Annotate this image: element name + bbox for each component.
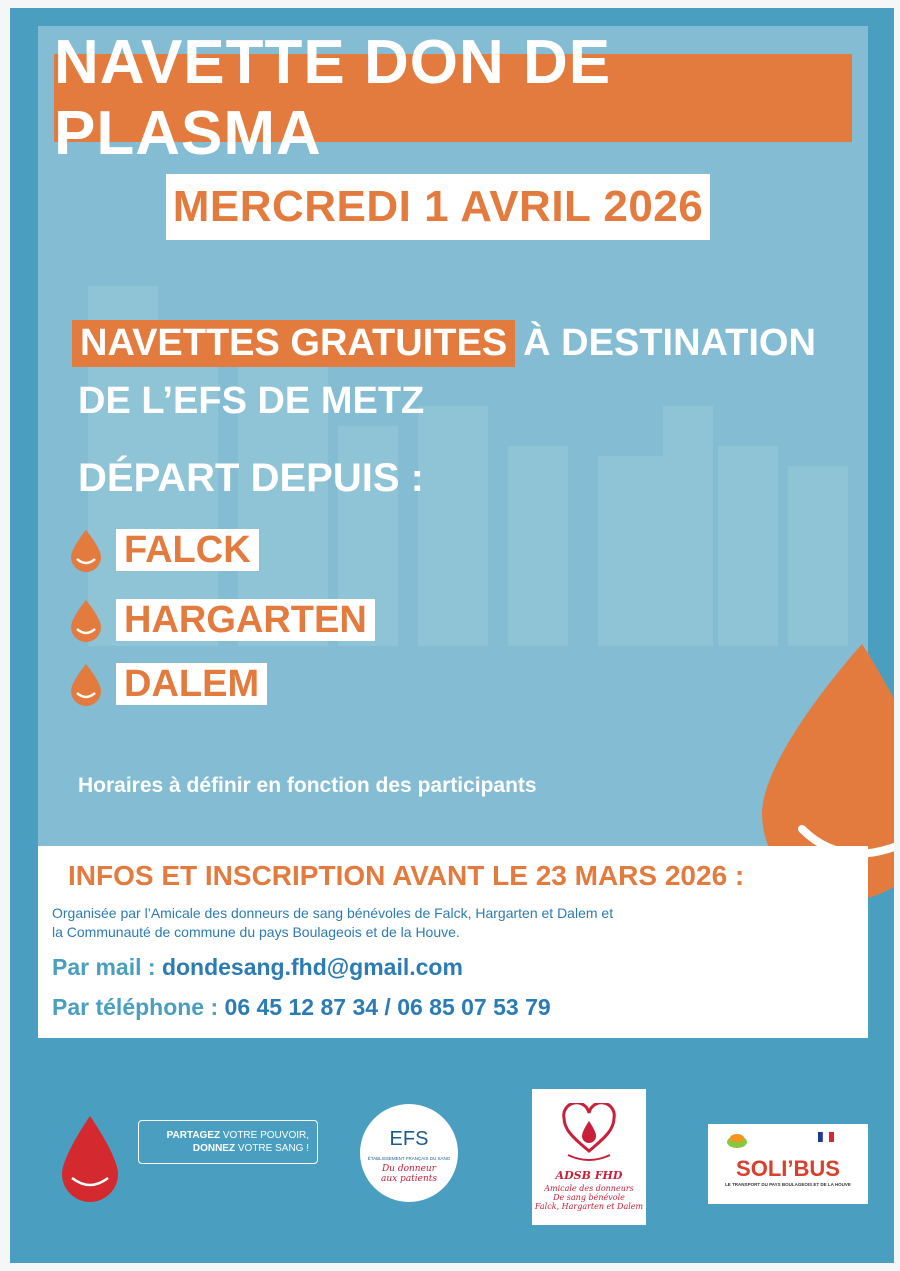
mail-address[interactable]: dondesang.fhd@gmail.com [161, 954, 463, 980]
french-republic-icon [818, 1132, 834, 1146]
slogan-line-1: PARTAGEZ VOTRE POUVOIR, [166, 1130, 309, 1141]
drop-icon [68, 598, 104, 642]
shuttle-highlight: NAVETTES GRATUITES [72, 320, 515, 367]
info-title: INFOS ET INSCRIPTION AVANT LE 23 MARS 2026 : [68, 860, 745, 891]
phone-contact [52, 994, 551, 1021]
schedule-note: Horaires à définir en fonction des participants [78, 774, 537, 797]
city-item-hargarten [68, 598, 375, 642]
adsb-fhd-logo [532, 1089, 646, 1225]
adsb-subtitle: Amicale des donneurs De sang bénévole Falck, Hargarten et Dalem [534, 1184, 644, 1211]
city-item-dalem [68, 662, 267, 706]
drop-icon [68, 528, 104, 572]
blood-drop-logo-icon [60, 1116, 120, 1202]
departure-heading: DÉPART DEPUIS : [78, 456, 424, 500]
solibus-emblem-icon [726, 1132, 748, 1148]
efs-name: EFS [389, 1128, 429, 1150]
city-label: DALEM [116, 663, 267, 705]
city-item-falck [68, 528, 259, 572]
drop-icon [68, 662, 104, 706]
event-date: MERCREDI 1 AVRIL 2026 [172, 182, 704, 231]
heart-hand-icon [562, 1103, 616, 1163]
poster-title: NAVETTE DON DE PLASMA [54, 28, 612, 168]
phone-label: Par téléphone : [52, 994, 219, 1020]
solibus-tagline: LE TRANSPORT DU PAYS BOULAGEOIS ET DE LA HOUVE [725, 1182, 851, 1187]
adsb-name: ADSB FHD [555, 1169, 623, 1182]
organiser-line-2: la Communauté de commune du pays Boulageois et de la Houve. [52, 924, 460, 940]
efs-tagline: Du donneur aux patients [380, 1164, 438, 1184]
mail-contact [52, 954, 463, 981]
phone-numbers[interactable]: 06 45 12 87 34 / 06 85 07 53 79 [224, 994, 551, 1020]
shuttle-line-2: DE L’EFS DE METZ [78, 380, 425, 422]
title-banner [54, 28, 852, 168]
organiser-line-1: Organisée par l’Amicale des donneurs de sang bénévoles de Falck, Hargarten et Dalem et [52, 905, 614, 921]
organiser-text [52, 904, 752, 942]
solibus-name: SOLI’BUS [736, 1156, 840, 1181]
date-box [166, 174, 710, 240]
efs-full-name: ÉTABLISSEMENT FRANÇAIS DU SANG [367, 1156, 451, 1161]
shuttle-destination: À DESTINATION [523, 321, 816, 364]
slogan-line-2: DONNEZ VOTRE SANG ! [192, 1143, 309, 1154]
poster [10, 8, 894, 1263]
mail-label: Par mail : [52, 954, 156, 980]
info-panel [38, 846, 868, 1038]
city-label: FALCK [116, 529, 259, 571]
efs-logo [360, 1104, 458, 1202]
city-label: HARGARTEN [116, 599, 375, 641]
solibus-logo [708, 1124, 868, 1204]
slogan-badge [138, 1120, 318, 1164]
shuttle-line-1 [72, 318, 816, 368]
